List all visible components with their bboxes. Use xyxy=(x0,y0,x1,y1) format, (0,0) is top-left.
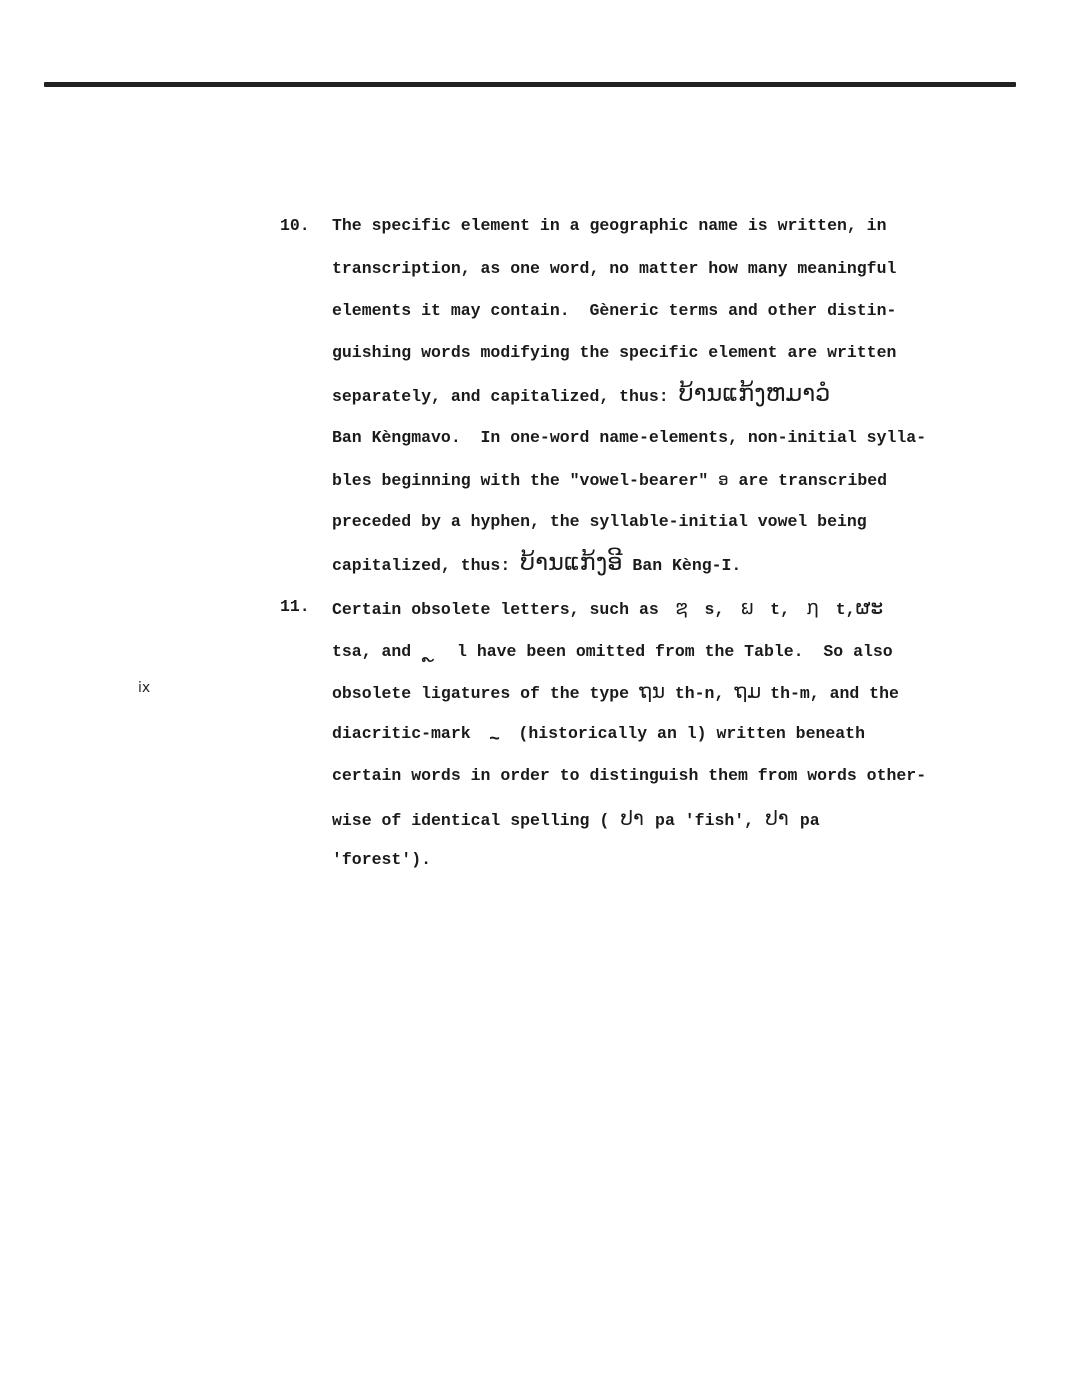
item-number: 10. xyxy=(280,216,310,235)
text-line: guishing words modifying the specific element are written xyxy=(332,343,897,362)
text-line: 'forest'). xyxy=(332,850,432,869)
text-line: Ban Kèngmavo. In one-word name-elements, non-initial sylla- xyxy=(332,428,927,447)
text-line: obsolete ligatures of the type ຖນ th-n, ຖມ th-m, and the xyxy=(332,679,899,703)
lao-script: ບ້ານແກ້ງອີ xyxy=(520,548,623,576)
lao-ligature: ຖນ xyxy=(638,679,666,703)
text-line: tsa, and l have been omitted from the Table. So also xyxy=(332,639,893,662)
text-line: certain words in order to distinguish them from words other- xyxy=(332,766,927,785)
top-rule xyxy=(44,82,1016,87)
text-line: separately, and capitalized, thus: ບ້ານແກ້ງຫມາວໍ xyxy=(332,379,831,407)
text-line: The specific element in a geographic name is written, in xyxy=(332,216,887,235)
lao-glyph: ປາ xyxy=(765,806,789,830)
lao-ligature: ຖມ xyxy=(734,679,762,703)
lao-glyph xyxy=(421,639,447,659)
text-line: wise of identical spelling ( ປາ pa 'fish', ປາ pa xyxy=(332,806,820,830)
lao-glyph: ຜະ xyxy=(855,595,884,619)
diacritic-mark: ~ xyxy=(489,730,500,750)
text-line: preceded by a hyphen, the syllable-initial vowel being xyxy=(332,512,867,531)
text-line: elements it may contain. Gèneric terms and other distin- xyxy=(332,301,897,320)
lao-glyph: ຏ xyxy=(740,595,754,619)
margin-page-mark: ix xyxy=(138,680,151,696)
text-line: transcription, as one word, no matter how many meaningful xyxy=(332,259,897,278)
text-line: diacritic-mark ~ (historically an l) written beneath xyxy=(332,724,865,750)
lao-glyph: ປາ xyxy=(620,806,644,830)
lao-script: ອ xyxy=(718,470,729,489)
text-line: capitalized, thus: ບ້ານແກ້ງອີ Ban Kèng-I. xyxy=(332,548,742,576)
item-number: 11. xyxy=(280,597,310,616)
text-line: Certain obsolete letters, such as ຌ s, ຏ t, ຐ t,ຜະ xyxy=(332,595,884,619)
lao-script: ບ້ານແກ້ງຫມາວໍ xyxy=(678,379,831,407)
lao-glyph: ຐ xyxy=(806,595,820,619)
text-line: bles beginning with the "vowel-bearer" ອ are transcribed xyxy=(332,470,888,490)
lao-glyph: ຌ xyxy=(675,595,689,619)
